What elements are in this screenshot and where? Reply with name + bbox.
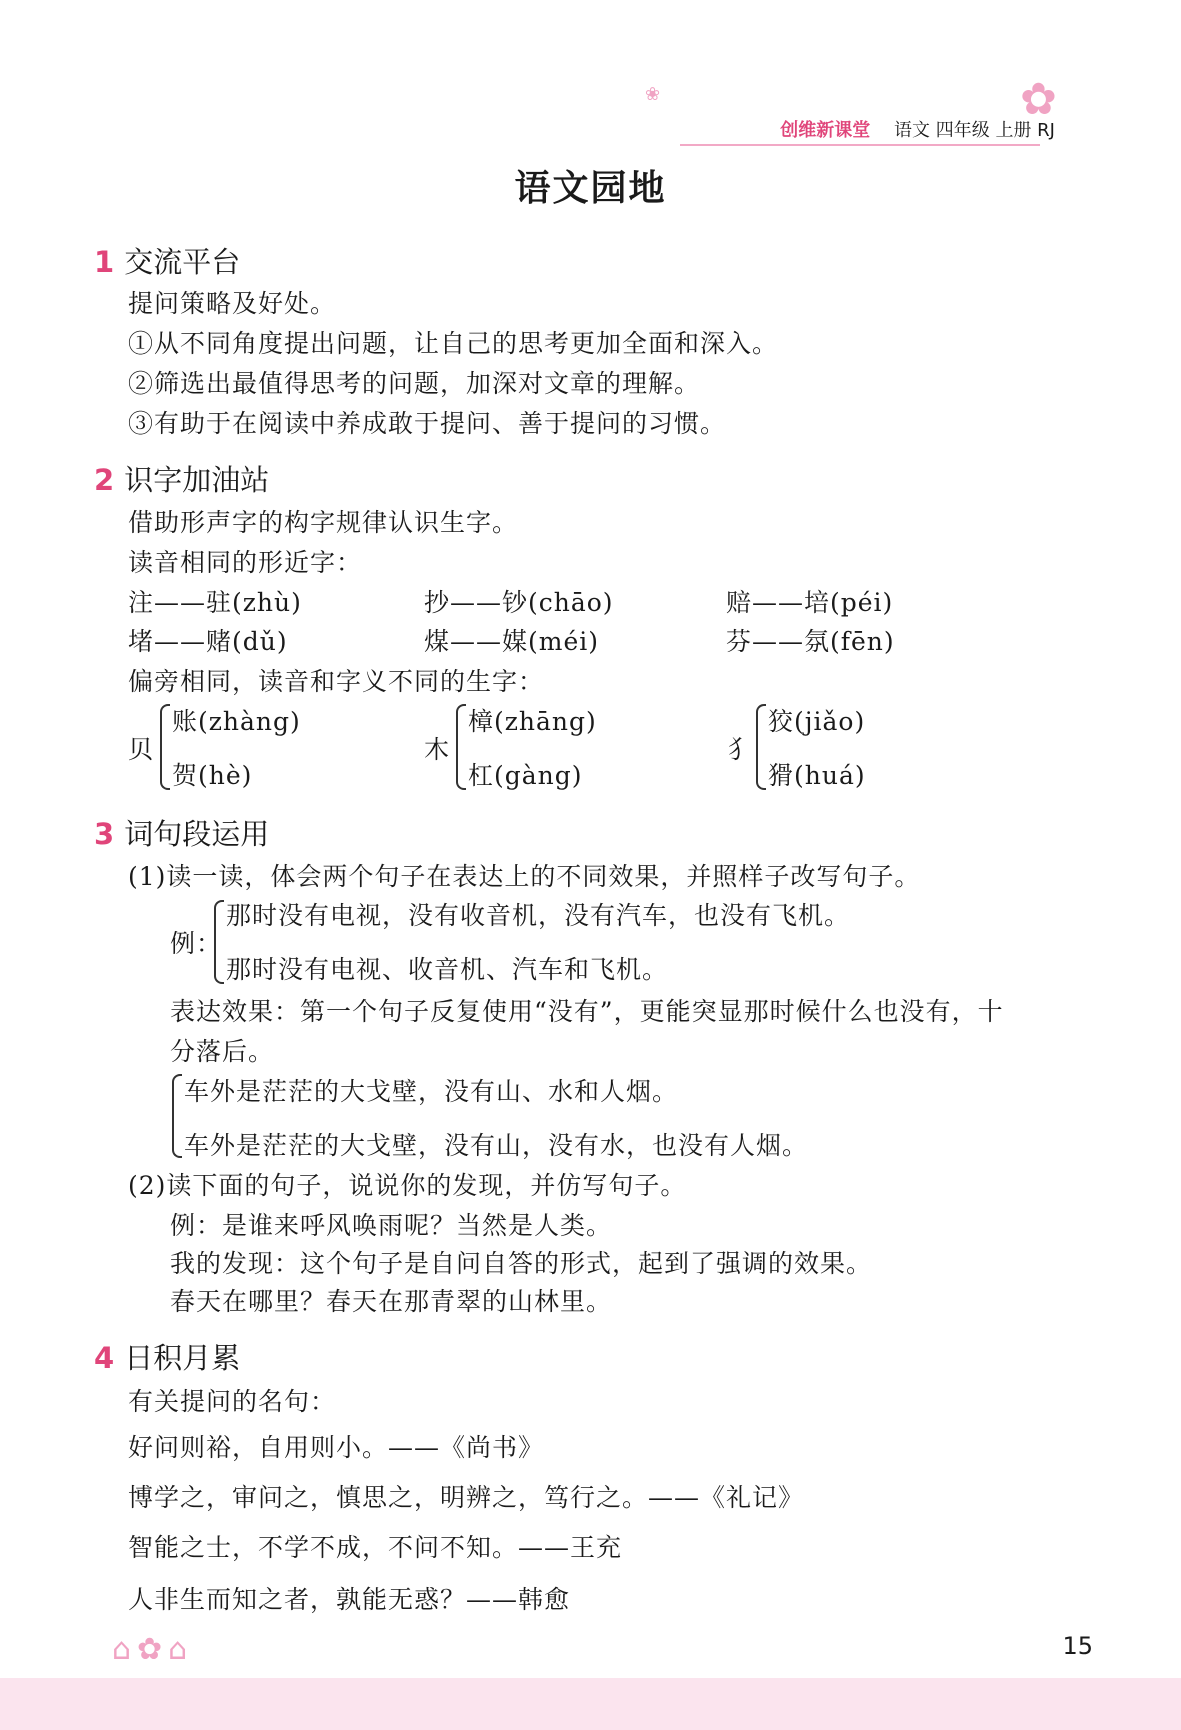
brace [756,704,766,790]
char-pair: 芬——氛(fēn) [726,627,895,656]
radical-group-2-radical: 木 [424,735,451,764]
s3-effect-line-1: 表达效果：第一个句子反复使用“没有”，更能突显那时候什么也没有，十 [170,997,1004,1026]
brace [456,704,466,790]
s3-q2-finding: 我的发现：这个句子是自问自答的形式，起到了强调的效果。 [170,1249,873,1278]
radical-group-1-bottom: 贺(hè) [172,761,253,790]
s3-question-1: (1)读一读，体会两个句子在表达上的不同效果，并照样子改写句子。 [128,862,921,891]
running-header [780,116,1055,142]
s3-question-2: (2)读下面的句子，说说你的发现，并仿写句子。 [128,1171,687,1200]
s3-example-b: 那时没有电视、收音机、汽车和飞机。 [226,955,669,984]
section-heading-1: 1 交流平台 [94,245,241,279]
flower-icon: ❀ [645,84,661,105]
s3-example-a: 那时没有电视，没有收音机，没有汽车，也没有飞机。 [226,901,851,930]
radical-group-3-top: 狡(jiǎo) [768,707,866,736]
section-heading-3: 3 词句段运用 [94,817,270,851]
s1-point-2: ②筛选出最值得思考的问题，加深对文章的理解。 [128,369,701,398]
brace [214,900,224,984]
page-number: 15 [1062,1632,1093,1660]
page-title: 语文园地 [514,168,667,209]
header-underline [680,144,1040,146]
s3-q2-answer: 春天在哪里？春天在那青翠的山林里。 [170,1287,613,1316]
brace [172,1074,182,1158]
radical-group-1-top: 账(zhàng) [172,707,301,736]
radical-group-1-radical: 贝 [128,735,155,764]
quote-2: 博学之，审问之，慎思之，明辨之，笃行之。——《礼记》 [128,1483,805,1512]
char-pair: 注——驻(zhù) [128,588,302,617]
quote-1: 好问则裕，自用则小。——《尚书》 [128,1433,545,1462]
char-pair: 堵——赌(dǔ) [128,627,288,656]
header-brand: 创维新课堂 [780,120,871,141]
s1-point-3: ③有助于在阅读中养成敢于提问、善于提问的习惯。 [128,409,727,438]
char-pair: 抄——钞(chāo) [424,588,614,617]
section-heading-2: 2 识字加油站 [94,463,270,497]
s2-radical-label: 偏旁相同，读音和字义不同的生字： [128,667,545,696]
brace [160,704,170,790]
section-heading-4: 4 日积月累 [94,1341,241,1375]
s3-q2-example: 例：是谁来呼风唤雨呢？当然是人类。 [170,1211,613,1240]
s3-answer-a: 车外是茫茫的大戈壁，没有山、水和人烟。 [184,1077,679,1106]
s3-example-label: 例： [170,929,223,958]
s3-effect-line-2: 分落后。 [170,1037,275,1066]
house-decoration-icon: ⌂✿⌂ [112,1632,194,1667]
footer-band [0,1678,1181,1730]
char-pair: 赔——培(péi) [726,588,894,617]
header-subject: 语文 四年级 上册 RJ [894,120,1055,141]
s2-intro: 借助形声字的构字规律认识生字。 [128,508,519,537]
s3-answer-b: 车外是茫茫的大戈壁，没有山，没有水，也没有人烟。 [184,1131,809,1160]
quote-3: 智能之士，不学不成，不问不知。——王充 [128,1533,623,1562]
char-pair: 煤——媒(méi) [424,627,600,656]
s2-same-sound-label: 读音相同的形近字： [128,548,363,577]
radical-group-3-bottom: 猾(huá) [768,761,866,790]
radical-group-2-top: 樟(zhāng) [468,707,597,736]
s1-point-1: ①从不同角度提出问题，让自己的思考更加全面和深入。 [128,329,779,358]
s1-intro: 提问策略及好处。 [128,289,337,318]
radical-group-2-bottom: 杠(gàng) [468,761,583,790]
kids-illustration-icon: ✿ [1020,74,1057,125]
radical-group-3-radical: 犭 [728,735,755,764]
s4-intro: 有关提问的名句： [128,1387,337,1416]
quote-4: 人非生而知之者，孰能无惑？——韩愈 [128,1585,571,1614]
